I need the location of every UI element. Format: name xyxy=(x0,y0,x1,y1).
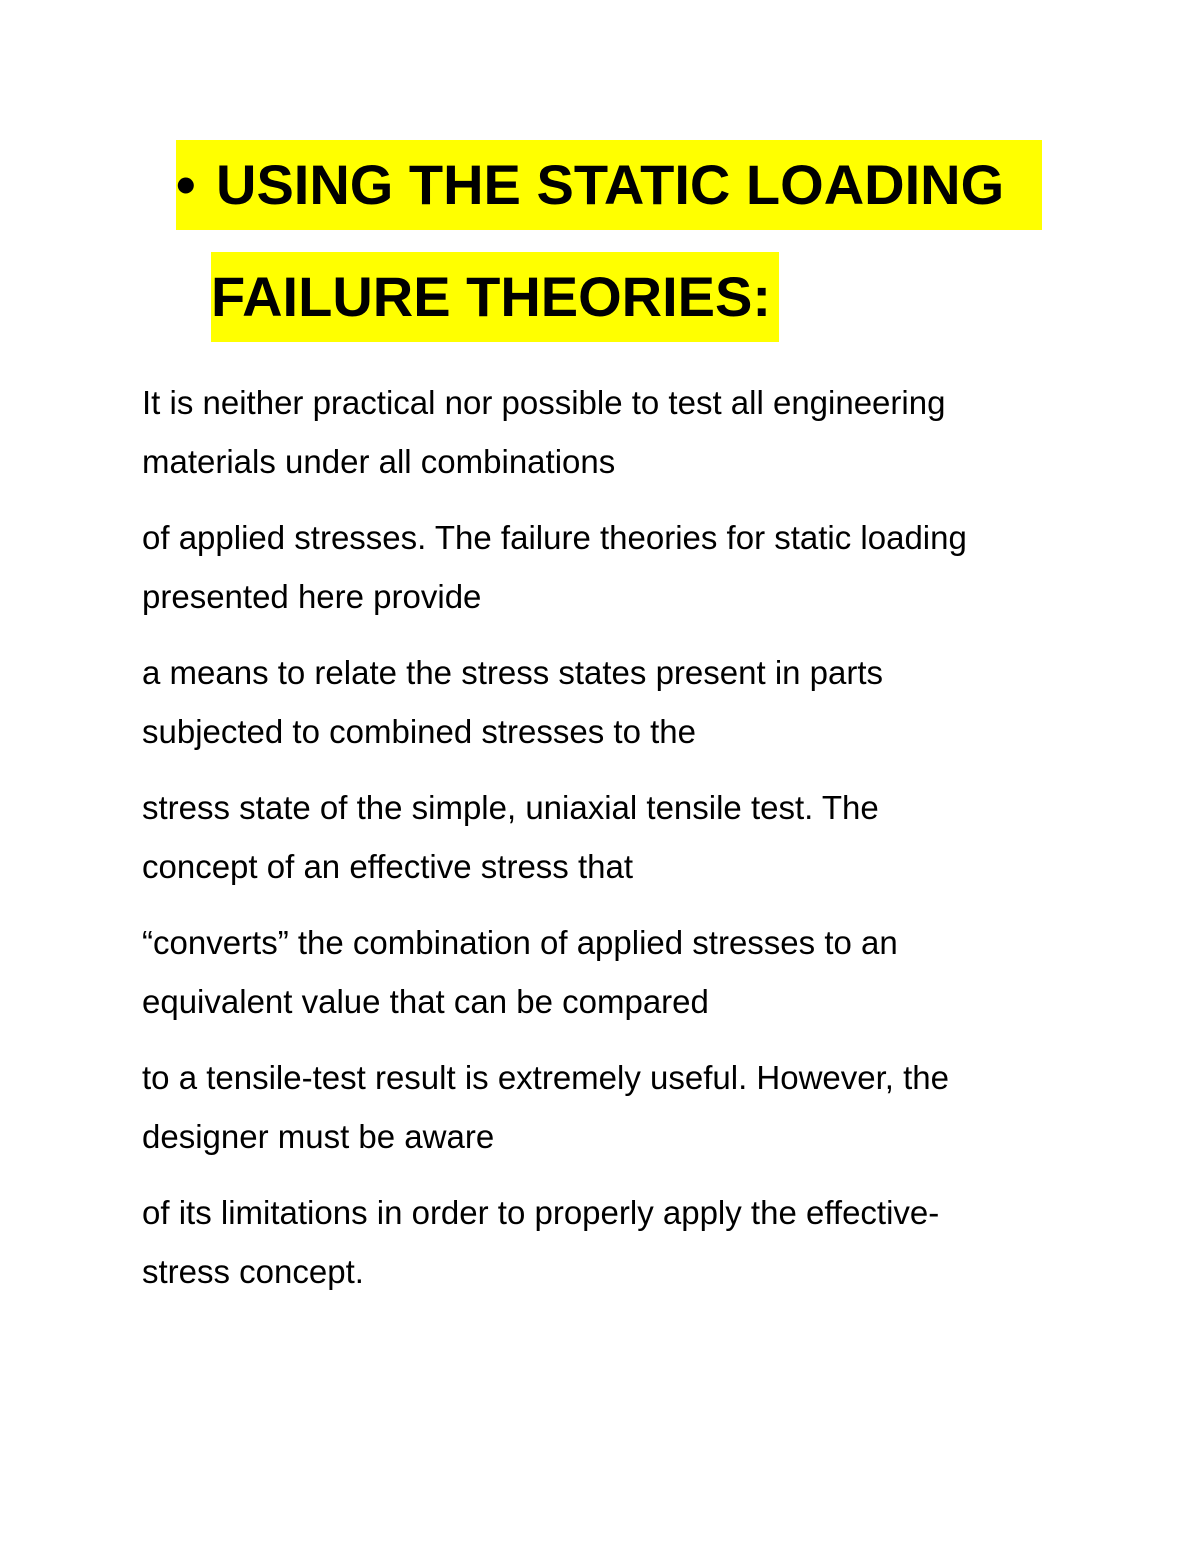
paragraph-line: to a tensile-test result is extremely useful. However, the xyxy=(142,1059,950,1096)
paragraph xyxy=(142,373,1062,491)
paragraph-line: materials under all combinations xyxy=(142,443,616,480)
paragraph-line: presented here provide xyxy=(142,578,482,615)
paragraph-line: concept of an effective stress that xyxy=(142,848,634,885)
paragraph-line: subjected to combined stresses to the xyxy=(142,713,696,750)
paragraph-line: “converts” the combination of applied stresses to an xyxy=(142,924,898,961)
paragraph-line: a means to relate the stress states present in parts xyxy=(142,654,884,691)
heading-text-1: USING THE STATIC LOADING xyxy=(216,153,1005,216)
bullet-icon: • xyxy=(176,153,196,216)
paragraph xyxy=(142,643,1062,761)
paragraph-line: of applied stresses. The failure theories for static loading xyxy=(142,519,967,556)
paragraph-line: stress concept. xyxy=(142,1253,364,1290)
paragraph-line: designer must be aware xyxy=(142,1118,495,1155)
heading-text-2: FAILURE THEORIES: xyxy=(211,265,772,328)
paragraph xyxy=(142,1183,1062,1301)
paragraph-line: stress state of the simple, uniaxial tensile test. The xyxy=(142,789,879,826)
paragraph xyxy=(142,508,1062,626)
heading-line-1 xyxy=(176,140,1042,230)
paragraph-line: equivalent value that can be compared xyxy=(142,983,709,1020)
paragraph xyxy=(142,778,1062,896)
paragraph-line: of its limitations in order to properly apply the effective- xyxy=(142,1194,940,1231)
paragraph xyxy=(142,1048,1062,1166)
paragraph-line: It is neither practical nor possible to test all engineering xyxy=(142,384,946,421)
heading-line-2 xyxy=(211,252,779,342)
paragraph xyxy=(142,913,1062,1031)
